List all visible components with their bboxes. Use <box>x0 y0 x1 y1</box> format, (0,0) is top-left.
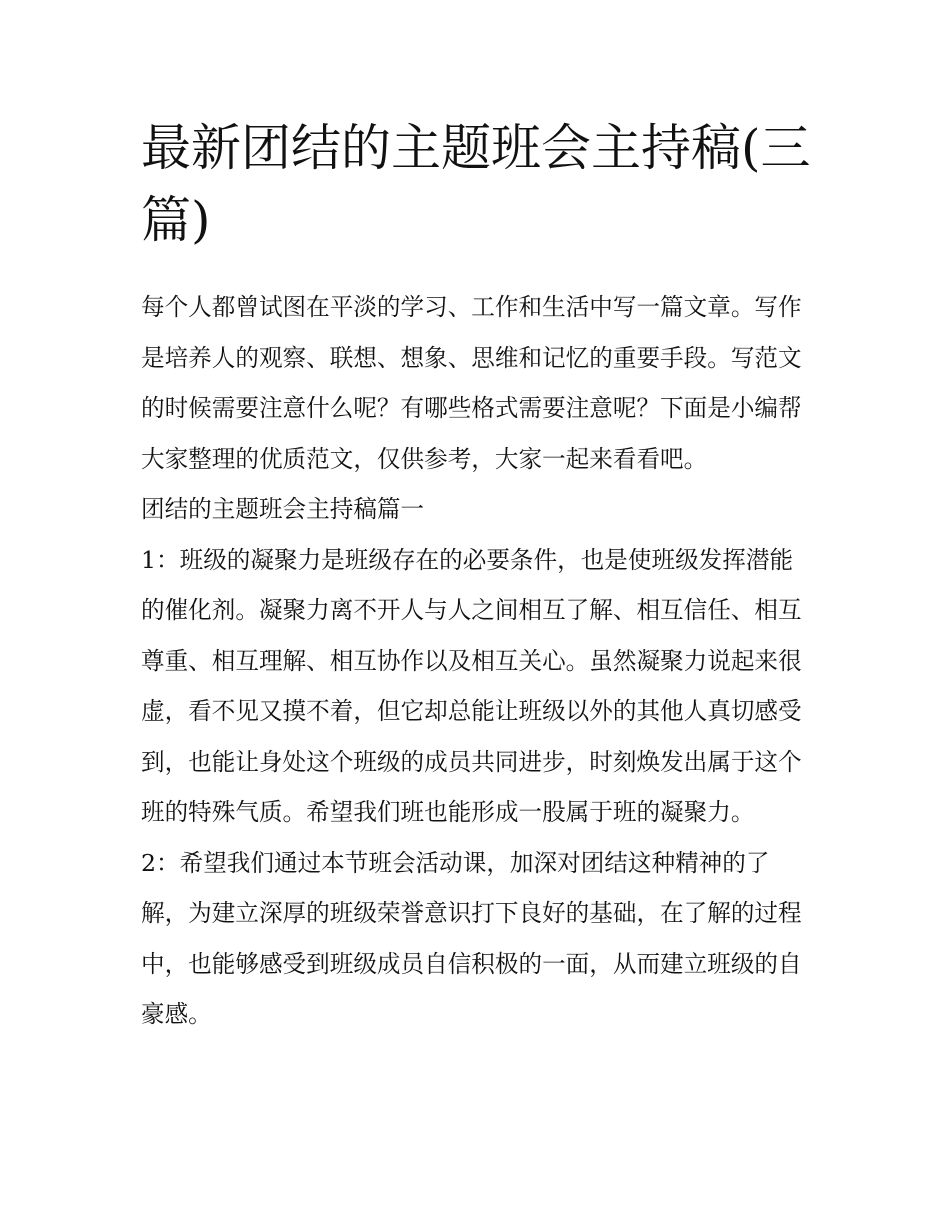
paragraph-2: 2：希望我们通过本节班会活动课，加深对团结这种精神的了解，为建立深厚的班级荣誉意识打下良好的基础，在了解的过程中，也能够感受到班级成员自信积极的一面，从而建立班级的自豪感。 <box>141 848 802 1028</box>
section-heading: 团结的主题班会主持稿篇一 <box>141 495 425 523</box>
document-content <box>141 112 813 1040</box>
document-body <box>141 282 813 1040</box>
intro-paragraph: 每个人都曾试图在平淡的学习、工作和生活中写一篇文章。写作是培养人的观察、联想、想象、思维和记忆的重要手段。写范文的时候需要注意什么呢？有哪些格式需要注意呢？下面是小编帮大家整理的优质范文，仅供参考，大家一起来看看吧。 <box>141 293 802 473</box>
paragraph-1: 1：班级的凝聚力是班级存在的必要条件，也是使班级发挥潜能的催化剂。凝聚力离不开人与人之间相互了解、相互信任、相互尊重、相互理解、相互协作以及相互关心。虽然凝聚力说起来很虚，看不见又摸不着，但它却总能让班级以外的其他人真切感受到，也能让身处这个班级的成员共同进步，时刻焕发出属于这个班的特殊气质。希望我们班也能形成一股属于班的凝聚力。 <box>141 545 802 826</box>
document-title: 最新团结的主题班会主持稿(三篇) <box>141 119 811 249</box>
